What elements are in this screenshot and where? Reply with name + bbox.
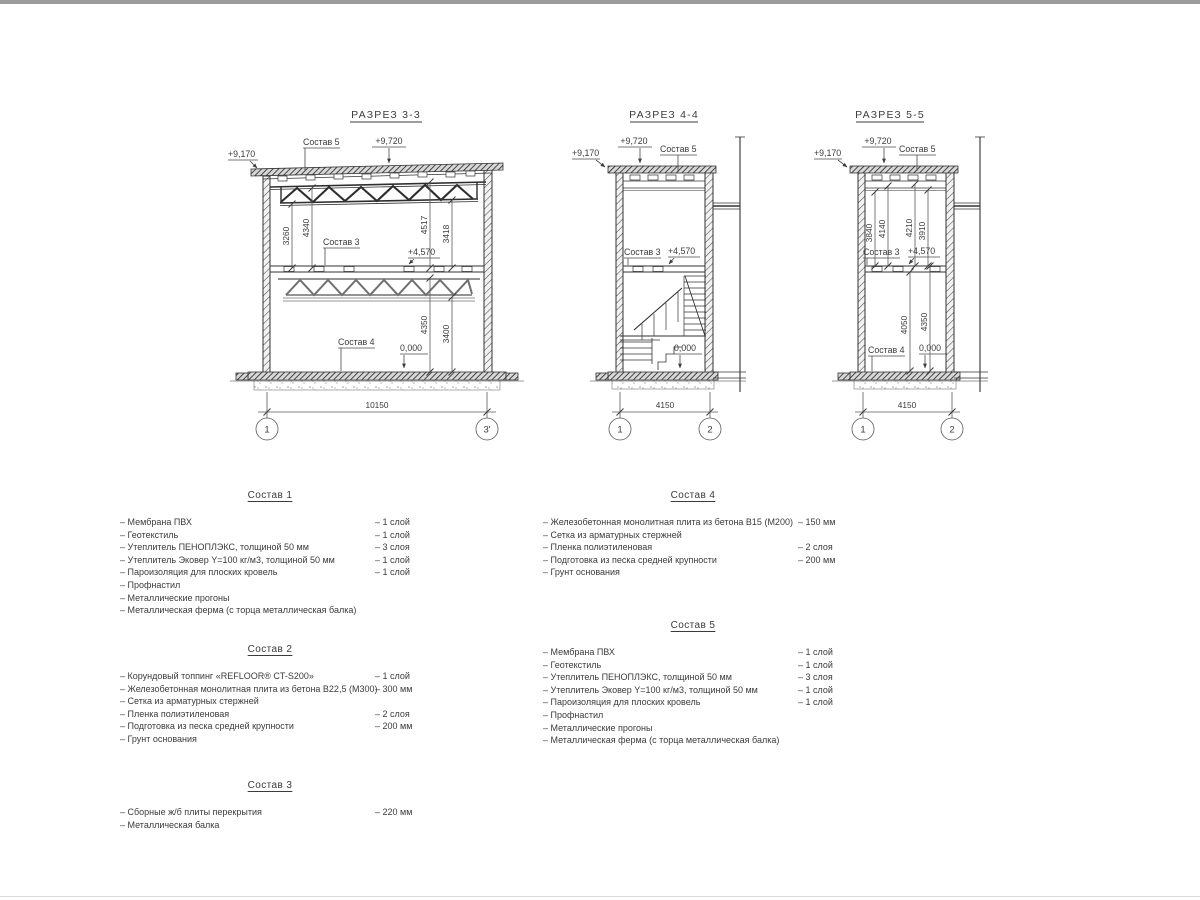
legend-item-value: – 1 слой [798,697,833,708]
legend-item [120,554,420,567]
dim-4210: 4210 [904,218,914,238]
legend-item-value: – 1 слой [798,647,833,657]
legend-5-title: Состав 5 [670,620,716,631]
section-5-5-title: РАЗРЕЗ 5-5 [855,109,925,121]
axis-2-s5: 2 [949,424,955,436]
legend-item [543,516,843,529]
legend-item [543,541,843,554]
legend-item-name: – Железобетонная монолитная плита из бетона В22,5 (М300) [120,683,378,694]
legend-item-value: – 3 слоя [375,542,410,553]
legend-item-name: – Утеплитель ПЕНОПЛЭКС, толщиной 50 мм [543,672,732,683]
legend-item-value: – 200 мм [798,554,836,565]
legend-item [120,516,420,529]
legend-item [543,646,843,659]
legend-item-name: – Металлическая ферма (с торца металлическая балка) [543,735,780,746]
legend-item-value: – 1 слой [375,671,410,681]
legend-item-name: – Грунт основания [543,567,620,578]
legend-item-name: – Металлическая балка [120,819,220,830]
section-4-4-floor-elevation: +4,570 [668,246,696,256]
axis-1-s4: 1 [617,424,623,436]
dim-4340: 4340 [301,218,311,238]
dim-4350: 4350 [419,315,429,335]
legend-item-name: – Железобетонная монолитная плита из бетона В15 (М200) [543,517,793,527]
legend-item-value: – 1 слой [375,554,410,565]
legend-item-value: – 2 слоя [798,542,833,553]
section-5-5 [814,109,988,440]
legend-5-items [543,646,843,747]
legend-item [120,604,420,617]
section-4-4-eave-elevation: +9,170 [572,148,600,158]
legend-item-name: – Сборные ж/б плиты перекрытия [120,807,262,817]
legend-item-name: – Металлическая ферма (с торца металлическая балка) [120,605,357,616]
section-5-5-zero-elevation: 0,000 [919,343,942,353]
dim-3840: 3840 [864,223,874,243]
legend-item-name: – Профнастил [543,709,604,720]
legend-item-name: – Утеплитель Эковер Y=100 кг/м3, толщиной 50 мм [120,554,335,565]
legend-2-items [120,670,420,746]
dim-10150: 10150 [365,400,389,410]
axis-1-s5: 1 [860,424,866,436]
section-5-5-floor-note: Состав 3 [863,247,900,257]
axis-1: 1 [264,424,270,436]
section-3-3-floor-elevation: +4,570 [408,247,436,257]
legend-item [543,709,843,722]
section-4-4-zero-elevation: 0,000 [674,343,697,353]
section-3-3-ridge-elevation: +9,720 [375,136,403,146]
legend-1-items [120,516,420,617]
legend-item [543,722,843,735]
legend-item-name: – Сетка из арматурных стержней [543,529,682,540]
legend-item [120,708,420,721]
legend-sostav-3 [120,780,420,831]
legend-2-title: Состав 2 [247,644,293,655]
legend-item-name: – Подготовка из песка средней крупности [120,721,294,732]
legend-item [120,683,420,696]
legend-item-name: – Металлические прогоны [120,592,230,603]
section-3-3-floor-note: Состав 3 [323,237,360,247]
legend-item [120,529,420,542]
legend-item-name: – Утеплитель ПЕНОПЛЭКС, толщиной 50 мм [120,542,309,553]
legend-item [120,592,420,605]
section-3-3-zero-elevation: 0,000 [400,343,423,353]
section-4-4 [572,109,746,440]
dim-3400: 3400 [441,324,451,344]
legend-1-title: Состав 1 [247,490,293,501]
legend-item-name: – Геотекстиль [120,529,179,540]
legend-item [120,720,420,733]
section-5-5-slab-note: Состав 4 [868,345,905,355]
legend-item [120,695,420,708]
legend-item [120,733,420,746]
section-4-4-structure [590,137,746,392]
legend-item [543,529,843,542]
section-3-3-structure [230,163,524,390]
legend-item [120,579,420,592]
dim-3418: 3418 [441,224,451,244]
legend-item [543,554,843,567]
legend-item-name: – Сетка из арматурных стержней [120,696,259,707]
legend-4-items [543,516,843,579]
section-5-5-eave-elevation: +9,170 [814,148,842,158]
dim-4150-s5: 4150 [897,400,917,410]
legend-item-name: – Пароизоляция для плоских кровель [543,697,701,708]
legend-item-name: – Утеплитель Эковер Y=100 кг/м3, толщиной 50 мм [543,684,758,695]
legend-item-value: – 150 мм [798,517,836,527]
section-3-3-roof-note: Состав 5 [303,137,340,147]
legend-item-name: – Подготовка из песка средней крупности [543,554,717,565]
legend-item [543,734,843,747]
section-4-4-floor-note: Состав 3 [624,247,661,257]
legend-item-name: – Мембрана ПВХ [120,517,192,527]
legend-item-name: – Металлические прогоны [543,722,653,733]
legend-item-name: – Пленка полиэтиленовая [120,708,230,719]
legend-item [543,671,843,684]
section-4-4-ridge-elevation: +9,720 [620,136,648,146]
section-5-5-ridge-elevation: +9,720 [864,136,892,146]
legend-sostav-4 [543,490,843,579]
legend-item-name: – Профнастил [120,579,181,590]
legend-item-value: – 3 слоя [798,672,833,683]
legend-item-name: – Пленка полиэтиленовая [543,542,653,553]
legend-item [120,819,420,832]
axis-2-s4: 2 [707,424,713,436]
axis-3prime: 3' [483,424,491,436]
legend-item-value: – 2 слоя [375,708,410,719]
legend-item-value: – 1 слой [375,567,410,578]
legend-item [120,806,420,819]
section-3-3-title: РАЗРЕЗ 3-3 [351,109,421,121]
legend-item-value: – 1 слой [375,517,410,527]
legend-item-value: – 1 слой [798,659,833,670]
dim-4350-s5: 4350 [919,312,929,332]
legend-item-name: – Корундовый топпинг «REFLOOR® CT-S200» [120,671,314,681]
section-4-4-title: РАЗРЕЗ 4-4 [629,109,699,121]
section-5-5-floor-elevation: +4,570 [908,246,936,256]
legend-sostav-5 [543,620,843,747]
section-3-3-eave-elevation: +9,170 [228,149,256,159]
dim-4150-s4: 4150 [655,400,675,410]
section-4-4-roof-note: Состав 5 [660,144,697,154]
legend-item-value: – 200 мм [375,721,413,732]
section-3-3 [228,109,524,440]
dim-4140: 4140 [877,219,887,239]
legend-sostav-1 [120,490,420,617]
legend-item [120,670,420,683]
legend-item-value: – 1 слой [375,529,410,540]
dim-4050: 4050 [899,315,909,335]
legend-sostav-2 [120,644,420,746]
section-5-5-roof-note: Состав 5 [899,144,936,154]
legend-3-items [120,806,420,831]
dim-4517: 4517 [419,215,429,235]
legend-item [120,566,420,579]
legend-item-value: – 1 слой [798,684,833,695]
legend-item-name: – Геотекстиль [543,659,602,670]
dim-3910: 3910 [917,221,927,241]
legend-3-title: Состав 3 [247,780,293,791]
legend-4-title: Состав 4 [670,490,716,501]
section-3-3-leaders [228,147,440,371]
legend-item [543,684,843,697]
section-3-3-slab-note: Состав 4 [338,337,375,347]
dim-3260: 3260 [281,226,291,246]
legend-item-value: – 300 мм [375,683,413,694]
legend-item-name: – Мембрана ПВХ [543,647,615,657]
legend-item-value: – 220 мм [375,807,413,817]
legend-item [543,659,843,672]
legend-item [120,541,420,554]
legend-item-name: – Пароизоляция для плоских кровель [120,567,278,578]
sheet-bottom-border [0,896,1200,897]
legend-item-name: – Грунт основания [120,733,197,744]
section-5-5-leaders [814,147,947,371]
legend-item [543,566,843,579]
legend-item [543,696,843,709]
